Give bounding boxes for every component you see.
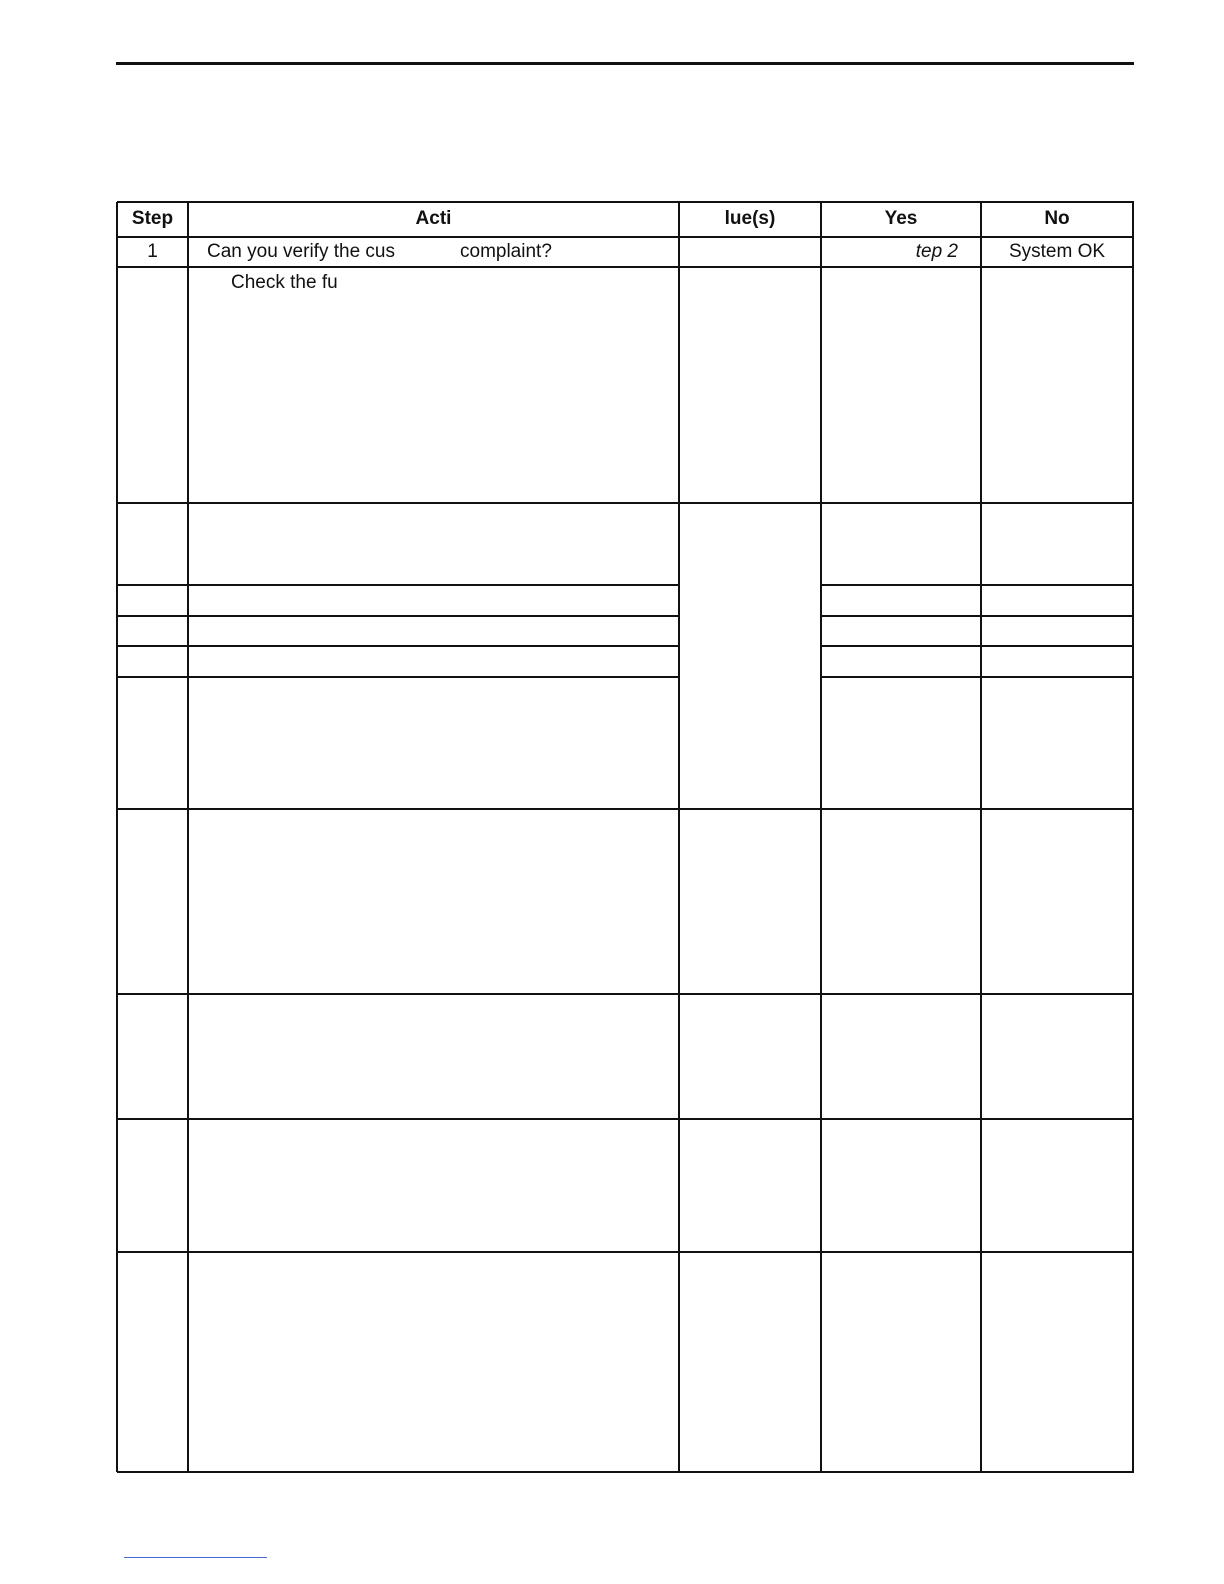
footer-link-underline xyxy=(124,1557,267,1558)
row-1-yes: tep 2 xyxy=(915,241,958,262)
header-yes: Yes xyxy=(884,208,918,229)
row-1-no: System OK xyxy=(1008,241,1106,262)
header-step: Step xyxy=(131,208,174,229)
row-1-step: 1 xyxy=(147,241,158,262)
row-1-action-part1: Can you verify the cus xyxy=(207,241,395,262)
row-2-action: Check the fu xyxy=(231,272,338,293)
header-no: No xyxy=(1044,208,1070,229)
header-action: Acti xyxy=(415,208,452,229)
header-values: lue(s) xyxy=(724,208,776,229)
row-1-action-part2: complaint? xyxy=(460,241,552,262)
